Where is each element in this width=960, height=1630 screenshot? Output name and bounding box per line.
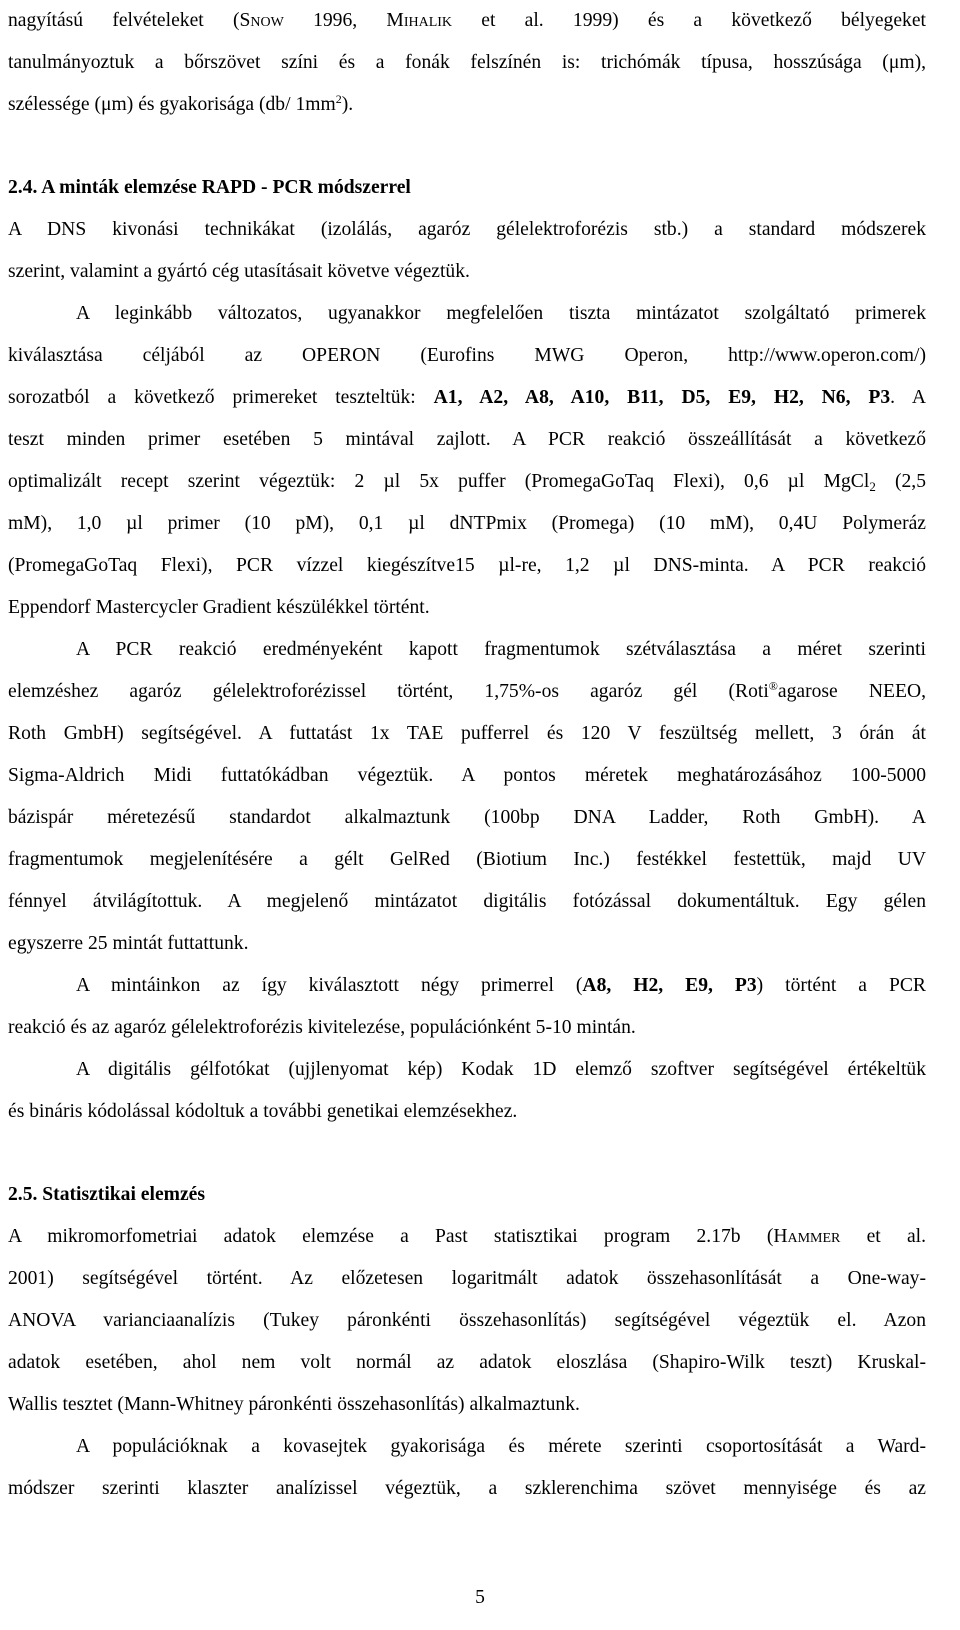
intro-paragraph (8, 0, 926, 126)
text-line: optimalizált recept szerint végeztük: 2 µl 5x puffer (PromegaGoTaq Flexi), 0,6 µl MgCl$_2$ (2,5 (8, 471, 926, 494)
section-spacer (8, 1133, 926, 1174)
text-line: egyszerre 25 mintát futtattunk. (8, 933, 249, 954)
text-line: A mikromorfometriai adatok elemzése a Past statisztikai program 2.17b (Hammer et al. (8, 1226, 926, 1247)
section-2-4 (8, 167, 926, 1133)
section-heading: 2.5. Statisztikai elemzés (8, 1184, 205, 1205)
text-line: szélessége (μm) és gyakorisága (db/ $1mm^2$). (8, 92, 354, 115)
text-line: 2001) segítségével történt. Az előzetesen logaritmált adatok összehasonlítását a One-way- (8, 1268, 926, 1289)
text-line: tanulmányoztuk a bőrszövet színi és a fonák felszínén is: trichómák típusa, hosszúsága (μm), (8, 52, 926, 73)
text-line: Eppendorf Mastercycler Gradient készülékkel történt. (8, 597, 430, 618)
text-line: Wallis tesztet (Mann-Whitney páronkénti összehasonlítás) alkalmaztunk. (8, 1394, 580, 1415)
text-line: mM), 1,0 µl primer (10 pM), 0,1 µl dNTPmix (Promega) (10 mM), 0,4U Polymeráz (8, 513, 926, 534)
author-smallcaps: Hammer (773, 1226, 841, 1247)
text-line: A PCR reakció eredményeként kapott fragmentumok szétválasztása a méret szerinti (76, 639, 926, 660)
text-line: A DNS kivonási technikákat (izolálás, agaróz gélelektroforézis stb.) a standard módszerek (8, 219, 926, 240)
text-line: (PromegaGoTaq Flexi), PCR vízzel kiegészítve15 µl-re, 1,2 µl DNS-minta. A PCR reakció (8, 555, 926, 576)
section-heading: 2.4. A minták elemzése RAPD - PCR módszerrel (8, 177, 411, 198)
primer-list: A8, H2, E9, P3 (582, 975, 757, 996)
text-line: és bináris kódolással kódoltuk a további genetikai elemzésekhez. (8, 1101, 518, 1122)
text-line: szerint, valamint a gyártó cég utasításait követve végeztük. (8, 261, 470, 282)
text-line: Roth GmbH) segítségével. A futtatást 1x TAE pufferrel és 120 V feszültség mellett, 3 órán át (8, 723, 926, 744)
section-spacer (8, 126, 926, 167)
author-smallcaps: Mihalik (386, 10, 453, 31)
text-line: elemzéshez agaróz gélelektroforézissel történt, 1,75%-os agaróz gél (Roti®agarose NEEO, (8, 679, 926, 702)
document-page (8, 0, 926, 1510)
text-line: Sigma-Aldrich Midi futtatókádban végeztük. A pontos méretek meghatározásához 100-5000 (8, 765, 926, 786)
text-line: fénnyel átvilágítottuk. A megjelenő mintázatot digitális fotózással dokumentáltuk. Egy gélen (8, 891, 926, 912)
text-line: A mintáinkon az így kiválasztott négy primerrel (A8, H2, E9, P3) történt a PCR (76, 975, 927, 996)
text-line: nagyítású felvételeket (Snow 1996, Mihalik et al. 1999) és a következő bélyegeket (8, 10, 926, 31)
text-line: reakció és az agaróz gélelektroforézis kivitelezése, populációnként 5-10 mintán. (8, 1017, 636, 1038)
text-line: teszt minden primer esetében 5 mintával zajlott. A PCR reakció összeállítását a következő (8, 429, 926, 450)
text-line: A digitális gélfotókat (ujjlenyomat kép) Kodak 1D elemző szoftver segítségével értékeltük (76, 1059, 926, 1080)
primer-list: A1, A2, A8, A10, B11, D5, E9, H2, N6, P3 (433, 387, 891, 408)
author-smallcaps: Snow (239, 10, 284, 31)
text-line: fragmentumok megjelenítésére a gélt GelRed (Biotium Inc.) festékkel festettük, majd UV (8, 849, 926, 870)
text-line: kiválasztása céljából az OPERON (Eurofins MWG Operon, http://www.operon.com/) (8, 345, 926, 366)
section-2-5 (8, 1174, 926, 1510)
text-line: A populációknak a kovasejtek gyakorisága és mérete szerinti csoportosítását a Ward- (76, 1436, 926, 1457)
text-line: ANOVA varianciaanalízis (Tukey páronkénti összehasonlítás) segítségével végeztük el. Azon (8, 1310, 926, 1331)
text-line: bázispár méretezésű standardot alkalmaztunk (100bp DNA Ladder, Roth GmbH). A (8, 807, 926, 828)
text-line: adatok esetében, ahol nem volt normál az adatok eloszlása (Shapiro-Wilk teszt) Kruskal- (8, 1352, 926, 1373)
page-number: 5 (475, 1587, 485, 1608)
text-line: A leginkább változatos, ugyanakkor megfelelően tiszta mintázatot szolgáltató primerek (76, 303, 926, 324)
text-line: módszer szerinti klaszter analízissel végeztük, a szklerenchima szövet mennyisége és az (8, 1478, 926, 1499)
text-line: sorozatból a következő primereket teszteltük: A1, A2, A8, A10, B11, D5, E9, H2, N6, P3. A (8, 387, 927, 408)
